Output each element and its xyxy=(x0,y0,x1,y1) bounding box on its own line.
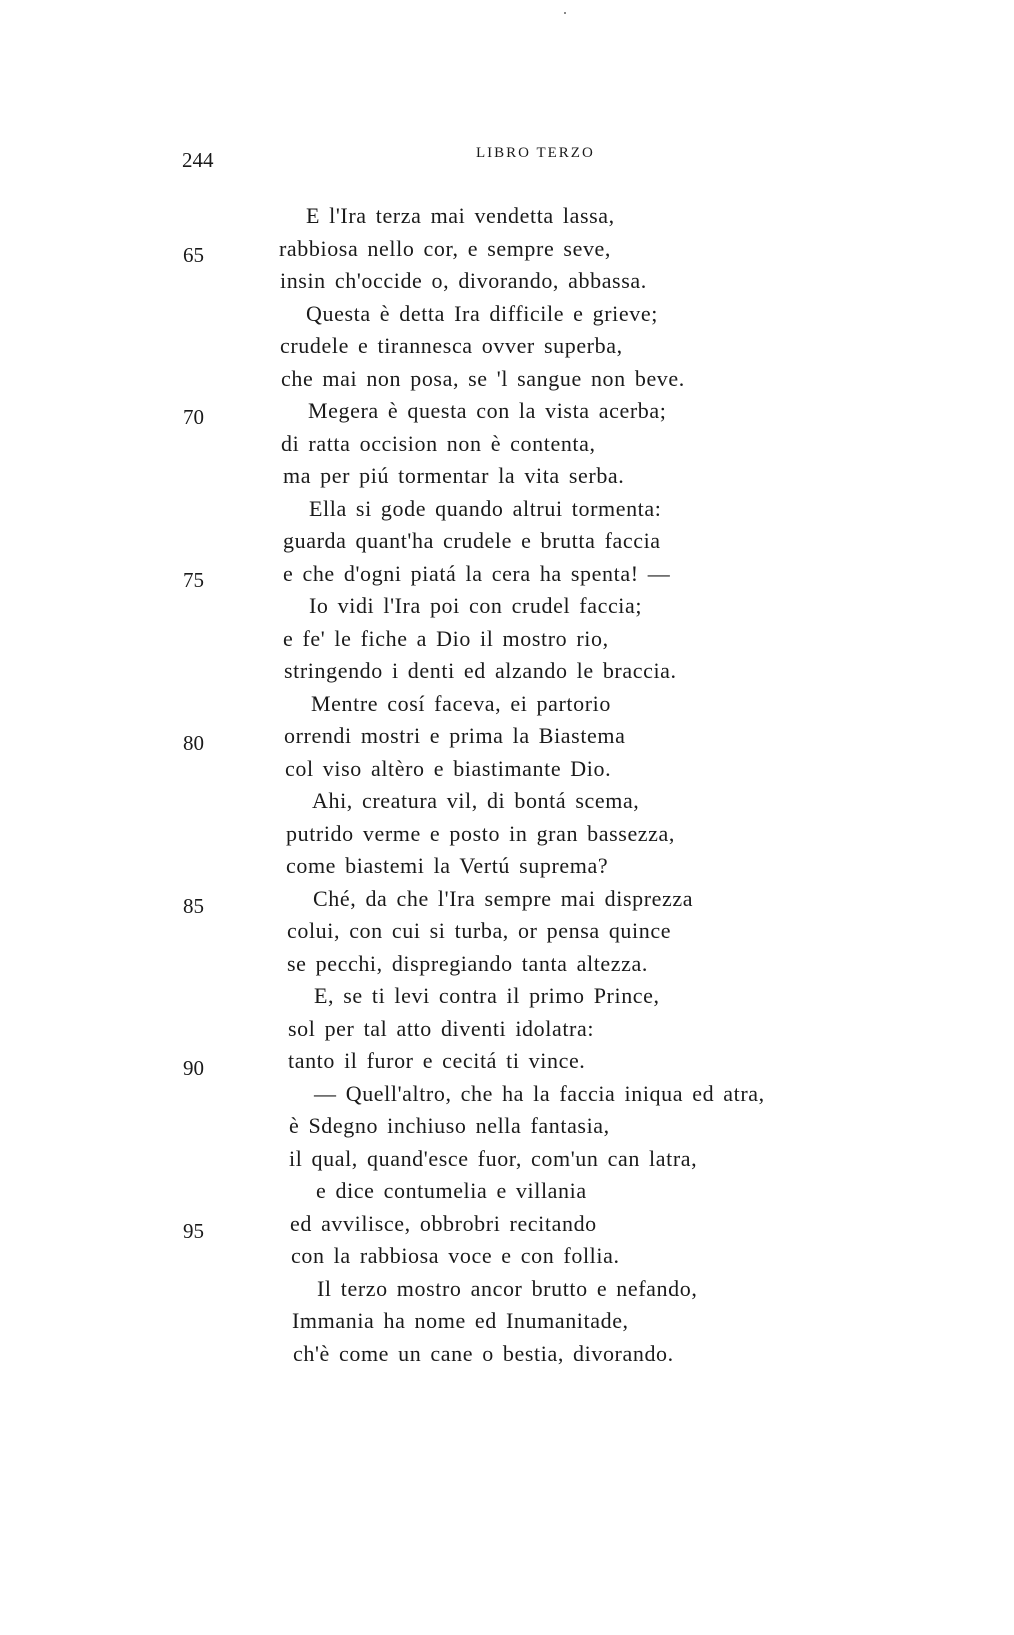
verse-line: e dice contumelia e villania xyxy=(316,1178,587,1203)
verse-line: Ché, da che l'Ira sempre mai disprezza xyxy=(313,886,694,911)
verse-line: come biastemi la Vertú suprema? xyxy=(286,853,609,878)
line-number-90: 90 xyxy=(183,1056,204,1080)
verse-line: il qual, quand'esce fuor, com'un can latra, xyxy=(289,1146,698,1171)
running-head: LIBRO TERZO xyxy=(476,145,595,161)
line-number-75: 75 xyxy=(183,568,204,592)
verse-line: ed avvilisce, obbrobri recitando xyxy=(290,1211,597,1236)
line-number-85: 85 xyxy=(183,894,204,918)
verse-line: colui, con cui si turba, or pensa quince xyxy=(287,918,672,943)
verse-line: crudele e tirannesca ovver superba, xyxy=(280,333,623,358)
verse-line: stringendo i denti ed alzando le braccia. xyxy=(284,658,677,683)
verse-line: rabbiosa nello cor, e sempre seve, xyxy=(279,236,612,261)
verse-line: che mai non posa, se 'l sangue non beve. xyxy=(281,366,685,391)
verse-line: insin ch'occide o, divorando, abbassa. xyxy=(280,268,647,293)
line-number-70: 70 xyxy=(183,405,204,429)
verse-line: Immania ha nome ed Inumanitade, xyxy=(292,1308,629,1333)
verse-line: tanto il furor e cecitá ti vince. xyxy=(288,1048,586,1073)
verse-line: di ratta occision non è contenta, xyxy=(281,431,596,456)
verse-line: Megera è questa con la vista acerba; xyxy=(308,398,667,423)
verse-line: Ahi, creatura vil, di bontá scema, xyxy=(312,788,640,813)
verse-line: e fe' le fiche a Dio il mostro rio, xyxy=(283,626,609,651)
line-number-65: 65 xyxy=(183,243,204,267)
page-number: 244 xyxy=(182,148,214,172)
verse-line: orrendi mostri e prima la Biastema xyxy=(284,723,626,748)
verse-line: se pecchi, dispregiando tanta altezza. xyxy=(287,951,648,976)
verse-line: col viso altèro e biastimante Dio. xyxy=(285,756,612,781)
verse-line: è Sdegno inchiuso nella fantasia, xyxy=(289,1113,610,1138)
verse-line: sol per tal atto diventi idolatra: xyxy=(288,1016,595,1041)
verse-line: Mentre cosí faceva, ei partorio xyxy=(311,691,611,716)
stray-dot xyxy=(564,12,566,14)
verse-line: Ella si gode quando altrui tormenta: xyxy=(309,496,662,521)
verse-line: E l'Ira terza mai vendetta lassa, xyxy=(306,203,615,228)
verse-line: e che d'ogni piatá la cera ha spenta! — xyxy=(283,561,671,586)
verse-line: ch'è come un cane o bestia, divorando. xyxy=(293,1341,674,1366)
verse-line: Il terzo mostro ancor brutto e nefando, xyxy=(317,1276,698,1301)
verse-line: — Quell'altro, che ha la faccia iniqua ed atra, xyxy=(314,1081,765,1106)
verse-line: Io vidi l'Ira poi con crudel faccia; xyxy=(309,593,643,618)
line-number-95: 95 xyxy=(183,1219,204,1243)
verse-line: Questa è detta Ira difficile e grieve; xyxy=(306,301,658,326)
verse-line: putrido verme e posto in gran bassezza, xyxy=(286,821,676,846)
line-number-80: 80 xyxy=(183,731,204,755)
verse-line: E, se ti levi contra il primo Prince, xyxy=(314,983,660,1008)
verse-line: con la rabbiosa voce e con follia. xyxy=(291,1243,620,1268)
verse-line: guarda quant'ha crudele e brutta faccia xyxy=(283,528,661,553)
verse-line: ma per piú tormentar la vita serba. xyxy=(283,463,625,488)
